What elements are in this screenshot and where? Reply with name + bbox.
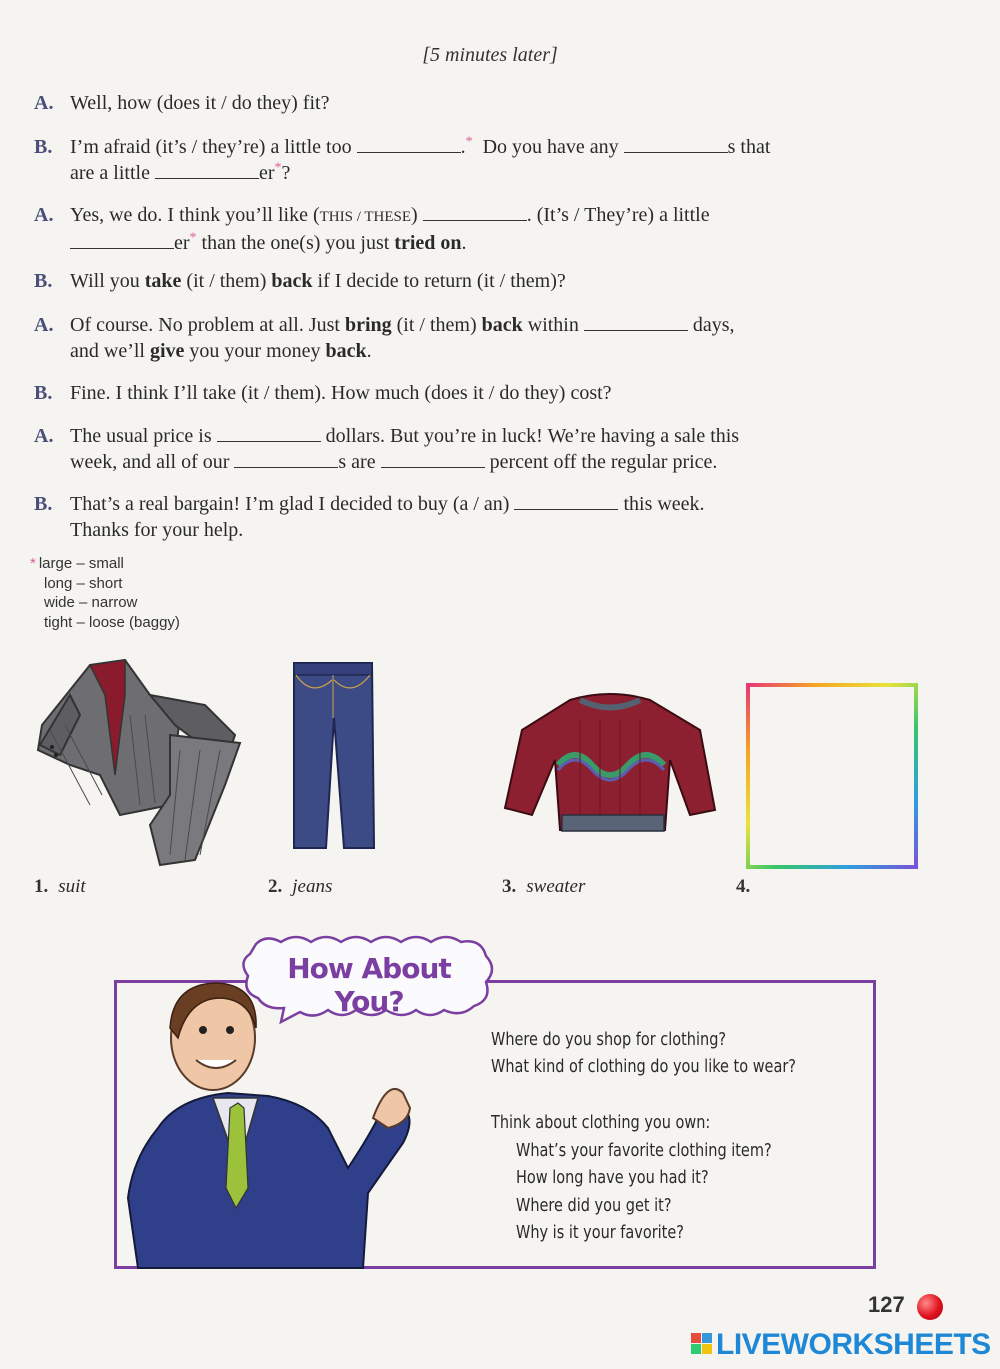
line-text: ) [411, 204, 418, 226]
answer-blank[interactable] [381, 449, 485, 468]
how-about-you-title: How About You? [287, 952, 451, 1018]
footnote-star: * [465, 134, 473, 150]
line-text: days, [692, 314, 735, 336]
footnote-star: * [30, 555, 36, 572]
line-text: I’m afraid (it’s / they’re) a little too [70, 136, 352, 158]
item-caption-3 [502, 876, 585, 898]
line-text: if I decide to return (it / them)? [312, 270, 566, 292]
answer-blank[interactable] [423, 202, 527, 221]
hay-question-1: Where do you shop for clothing? [491, 1030, 727, 1050]
speaker-label: B. [34, 493, 53, 515]
line-text: . (It’s / They’re) a little [526, 204, 710, 226]
item-word: suit [58, 876, 86, 897]
answer-blank[interactable] [234, 449, 338, 468]
line-text: s that [727, 136, 771, 158]
line-text: ? [281, 162, 291, 184]
line-text: THIS / THESE [319, 209, 412, 225]
speaker-label: A. [34, 204, 54, 226]
footnote-list [30, 554, 180, 632]
footnote-star: * [274, 160, 282, 176]
item-number: 1. [34, 876, 49, 897]
line-text: week, and all of our [70, 451, 230, 473]
line-text: er [174, 232, 190, 254]
item-caption-1 [34, 876, 86, 898]
line-text: That’s a real bargain! I’m glad I decided to buy (a / an) [70, 493, 510, 515]
footnote-item: tight – loose (baggy) [44, 613, 180, 631]
line-text: are a little [70, 162, 150, 184]
line-text: Of course. No problem at all. Just [70, 314, 345, 336]
line-text: . [366, 340, 372, 362]
line-text: within [522, 314, 579, 336]
speaker-label: A. [34, 425, 54, 447]
line-text: take [144, 270, 182, 292]
item-number: 4. [736, 876, 751, 897]
speaker-label: A. [34, 314, 54, 336]
line-text: er [258, 162, 275, 184]
hay-question-4: How long have you had it? [516, 1168, 709, 1188]
footnote-star: * [189, 230, 197, 246]
line-text: bring [344, 314, 392, 336]
line-text: Fine. I think I’ll take (it / them). How much (does it / do they) cost? [70, 382, 612, 404]
scene-heading: [5 minutes later] [422, 44, 558, 66]
sweater-illustration [500, 690, 720, 840]
line-text: Will you [70, 270, 145, 292]
liveworksheets-logo-icon [691, 1333, 713, 1355]
footnote-item: wide – narrow [44, 594, 138, 611]
line-text: Yes, we do. I think you’ll like ( [70, 204, 320, 226]
line-text: The usual price is [70, 425, 212, 447]
answer-blank[interactable] [357, 134, 461, 153]
line-text: . [461, 232, 467, 254]
line-text: dollars. But you’re in luck! We’re having a sale this [325, 425, 740, 447]
line-text: back [481, 314, 523, 336]
answer-blank[interactable] [70, 230, 174, 249]
answer-blank[interactable] [514, 491, 618, 510]
item-number: 3. [502, 876, 517, 897]
line-text: and we’ll [70, 340, 150, 362]
line-text: Well, how (does it / do they) fit? [70, 92, 330, 114]
answer-blank[interactable] [217, 423, 321, 442]
line-text: give [149, 340, 185, 362]
line-text: than the one(s) you just [196, 232, 395, 254]
line-text: back [271, 270, 313, 292]
line-text: percent off the regular price. [489, 451, 718, 473]
speaker-label: A. [34, 92, 54, 114]
footnote-item: long – short [44, 574, 123, 592]
empty-picture-frame [746, 683, 918, 869]
line-text: Do you have any [482, 136, 619, 158]
footnote-item: large – small [38, 555, 124, 572]
item-caption-4 [736, 876, 760, 898]
line-text: Thanks for your help. [70, 519, 244, 541]
hay-prompt: Think about clothing you own: [491, 1113, 711, 1133]
hay-question-6: Why is it your favorite? [516, 1223, 684, 1243]
hay-question-5: Where did you get it? [516, 1196, 672, 1216]
suit-illustration [30, 655, 245, 870]
line-text: (it / them) [391, 314, 482, 336]
item-word: jeans [292, 876, 333, 897]
item-number: 2. [268, 876, 283, 897]
item-word: sweater [526, 876, 586, 897]
answer-blank[interactable] [584, 312, 688, 331]
line-text: tried on [394, 232, 462, 254]
answer-blank[interactable] [624, 134, 728, 153]
speaker-label: B. [34, 382, 53, 404]
page-number: 127 [868, 1292, 905, 1317]
line-text: you your money [184, 340, 326, 362]
red-dot-icon [917, 1294, 943, 1320]
line-text: (it / them) [181, 270, 272, 292]
hay-question-2: What kind of clothing do you like to wear? [491, 1057, 796, 1077]
speaker-label: B. [34, 136, 53, 158]
item-caption-2 [268, 876, 332, 898]
line-text: this week. [623, 493, 705, 515]
line-text: s are [338, 451, 376, 473]
jeans-illustration [282, 658, 382, 853]
teacher-illustration [118, 968, 418, 1273]
hay-question-3: What’s your favorite clothing item? [516, 1141, 772, 1161]
liveworksheets-brand[interactable]: LIVEWORKSHEETS [716, 1328, 991, 1361]
answer-blank[interactable] [155, 160, 259, 179]
speaker-label: B. [34, 270, 53, 292]
line-text: back [325, 340, 367, 362]
